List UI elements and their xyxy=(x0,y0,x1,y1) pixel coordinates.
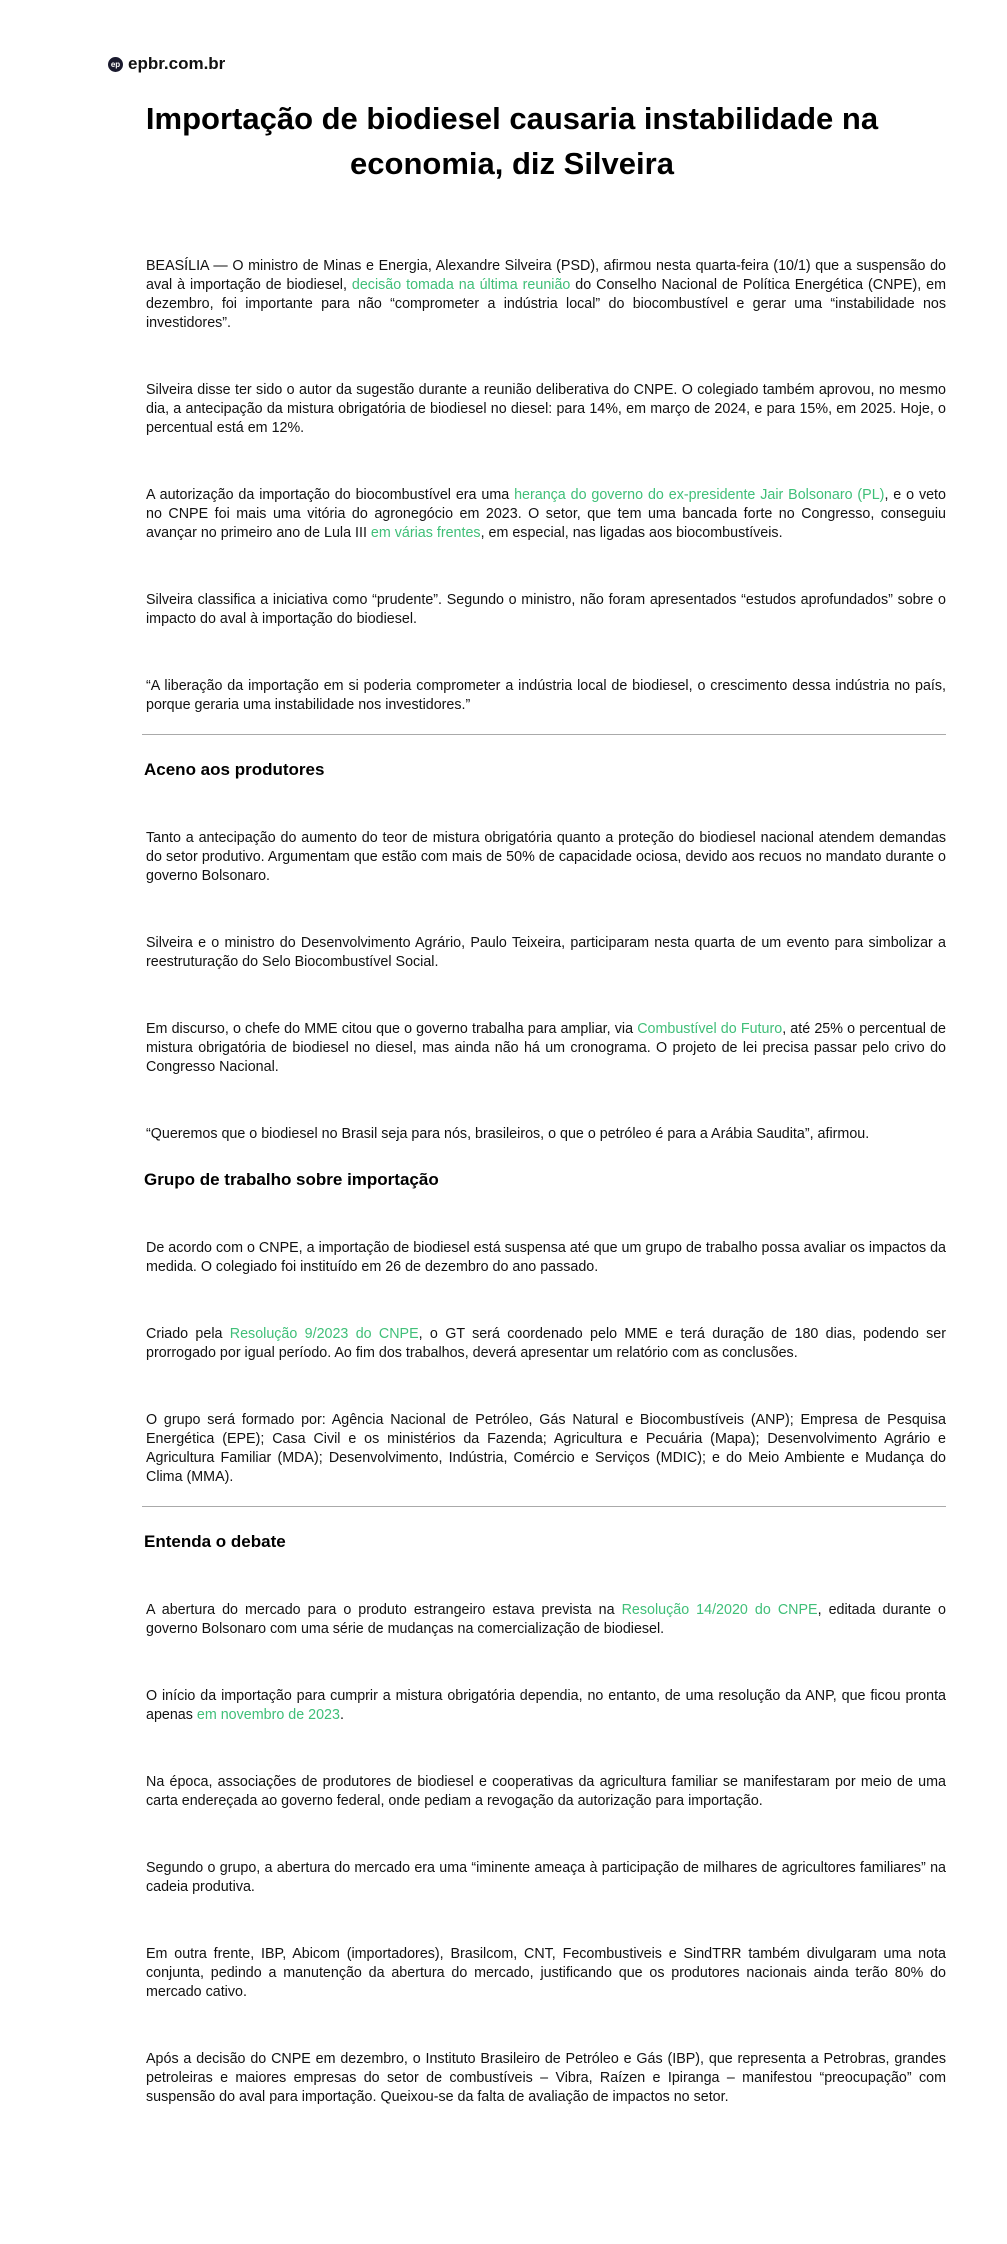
section-heading: Entenda o debate xyxy=(144,1532,286,1551)
article-paragraph xyxy=(146,1239,946,1277)
article-paragraph xyxy=(146,1945,946,2002)
section-heading: Aceno aos produtores xyxy=(144,760,325,779)
paragraph-text: Em discurso, o chefe do MME citou que o governo trabalha para ampliar, via xyxy=(146,1021,638,1037)
site-logo-icon: ep xyxy=(108,57,123,72)
inline-link[interactable]: em novembro de 2023 xyxy=(196,1707,340,1723)
article-paragraph xyxy=(146,381,946,438)
section-divider xyxy=(142,1506,946,1507)
article-paragraph xyxy=(146,1411,946,1487)
paragraph-text: “Queremos que o biodiesel no Brasil seja para nós, brasileiros, o que o petróleo é para a Arábia Saudita”, afirmou. xyxy=(146,1126,870,1142)
article-paragraph xyxy=(146,1125,946,1144)
article-paragraph xyxy=(146,677,946,715)
paragraph-text: “A liberação da importação em si poderia comprometer a indústria local de biodiesel, o crescimento dessa indústria no país, porque geraria uma instabilidade nos investidores.” xyxy=(146,678,946,713)
paragraph-text: Silveira classifica a iniciativa como “prudente”. Segundo o ministro, não foram apresentados “estudos aprofundados” sobre o impacto do aval à importação do biodiesel. xyxy=(146,592,946,627)
article-paragraph xyxy=(146,1020,946,1077)
article-paragraph xyxy=(146,1687,946,1725)
paragraph-text: Em outra frente, IBP, Abicom (importadores), Brasilcom, CNT, Fecombustiveis e SindTRR também divulgaram uma nota conjunta, pedindo a manutenção da abertura do mercado, justificando que os produtores nacionais ainda terão 80% do mercado cativo. xyxy=(146,1946,946,2000)
paragraph-text: O grupo será formado por: Agência Nacional de Petróleo, Gás Natural e Biocombustíveis (ANP); Empresa de Pesquisa Energética (EPE); Casa Civil e os ministérios da Fazenda; Agricultura e Pecuária (Mapa); Desenvolvimento Agrário e Agricultura Familiar (MDA); Desenvolvimento, Indústria, Comércio e Serviços (MDIC); e do Meio Ambiente e Mudança do Clima (MMA). xyxy=(146,1412,946,1485)
paragraph-text: , e o veto no CNPE foi mais uma vitória do agronegócio em 2023. O setor, que tem uma bancada forte no Congresso, conseguiu avançar no primeiro ano de Lula III xyxy=(146,487,946,541)
paragraph-text: , em especial, nas ligadas aos biocombustíveis. xyxy=(480,525,783,541)
article-paragraph xyxy=(146,591,946,629)
paragraph-text: O início da importação para cumprir a mistura obrigatória dependia, no entanto, de uma resolução da ANP, que ficou pronta apenas xyxy=(146,1688,946,1723)
section-divider xyxy=(142,734,946,735)
site-name[interactable]: epbr.com.br xyxy=(128,54,226,73)
paragraph-text: , o GT será coordenado pelo MME e terá duração de 180 dias, podendo ser prorrogado por igual período. Ao fim dos trabalhos, deverá apresentar um relatório com as conclusões. xyxy=(146,1326,947,1361)
paragraph-text: Criado pela xyxy=(146,1326,230,1342)
paragraph-text: . xyxy=(339,1707,344,1723)
inline-link[interactable]: em várias frentes xyxy=(370,525,481,541)
article-paragraph xyxy=(146,1601,946,1639)
paragraph-text: A autorização da importação do biocombustível era uma xyxy=(146,487,515,503)
article-paragraph xyxy=(146,486,946,543)
site-header xyxy=(108,54,225,74)
inline-link[interactable]: decisão tomada na última reunião xyxy=(351,277,571,293)
paragraph-text: A abertura do mercado para o produto estrangeiro estava prevista na xyxy=(146,1602,622,1618)
paragraph-text: , editada durante o governo Bolsonaro com uma série de mudanças na comercialização de biodiesel. xyxy=(146,1602,946,1637)
article-title: Importação de biodiesel causaria instabilidade na economia, diz Silveira xyxy=(145,101,879,181)
paragraph-text: Na época, associações de produtores de biodiesel e cooperativas da agricultura familiar se manifestaram por meio de uma carta endereçada ao governo federal, onde pediam a revogação da autorização para importação. xyxy=(146,1774,946,1809)
inline-link[interactable]: herança do governo do ex-presidente Jair Bolsonaro (PL) xyxy=(514,487,885,503)
paragraph-text: Silveira e o ministro do Desenvolvimento Agrário, Paulo Teixeira, participaram nesta quarta de um evento para simbolizar a reestruturação do Selo Biocombustível Social. xyxy=(146,935,946,970)
article-paragraph xyxy=(146,1859,946,1897)
article-paragraph xyxy=(146,934,946,972)
inline-link[interactable]: Resolução 14/2020 do CNPE xyxy=(621,1602,818,1618)
article-paragraph xyxy=(146,1325,946,1363)
article-paragraph xyxy=(146,1773,946,1811)
paragraph-text: BEASÍLIA — O ministro de Minas e Energia, Alexandre Silveira (PSD), afirmou nesta quarta-feira (10/1) que a suspensão do aval à importação de biodiesel, xyxy=(146,258,946,293)
paragraph-text: Silveira disse ter sido o autor da sugestão durante a reunião deliberativa do CNPE. O colegiado também aprovou, no mesmo dia, a antecipação da mistura obrigatória de biodiesel no diesel: para 14%, em março de 2024, e para 15%, em 2025. Hoje, o percentual está em 12%. xyxy=(146,382,946,436)
paragraph-text: Segundo o grupo, a abertura do mercado era uma “iminente ameaça à participação de milhares de agricultores familiares” na cadeia produtiva. xyxy=(146,1860,946,1895)
paragraph-text: do Conselho Nacional de Política Energética (CNPE), em dezembro, foi importante para não “comprometer a indústria local” do biocombustível e gerar uma “instabilidade nos investidores”. xyxy=(146,277,947,331)
article-paragraph xyxy=(146,829,946,886)
paragraph-text: Tanto a antecipação do aumento do teor de mistura obrigatória quanto a proteção do biodiesel nacional atendem demandas do setor produtivo. Argumentam que estão com mais de 50% de capacidade ociosa, devido aos recuos no mandato durante o governo Bolsonaro. xyxy=(146,830,946,884)
paragraph-text: Após a decisão do CNPE em dezembro, o Instituto Brasileiro de Petróleo e Gás (IBP), que representa a Petrobras, grandes petroleiras e maiores empresas do setor de combustíveis – Vibra, Raízen e Ipiranga – manifestou “preocupação” com suspensão do aval para importação. Queixou-se da falta de avaliação de impactos no setor. xyxy=(146,2051,946,2105)
article-body xyxy=(146,257,946,2107)
paragraph-text: , até 25% o percentual de mistura obrigatória de biodiesel no diesel, mas ainda não há um cronograma. O projeto de lei precisa passar pelo crivo do Congresso Nacional. xyxy=(146,1021,947,1075)
section-heading: Grupo de trabalho sobre importação xyxy=(144,1170,439,1189)
article-paragraph xyxy=(146,2050,946,2107)
article-paragraph xyxy=(146,257,946,333)
inline-link[interactable]: Combustível do Futuro xyxy=(637,1021,783,1037)
paragraph-text: De acordo com o CNPE, a importação de biodiesel está suspensa até que um grupo de trabalho possa avaliar os impactos da medida. O colegiado foi instituído em 26 de dezembro do ano passado. xyxy=(146,1240,946,1275)
inline-link[interactable]: Resolução 9/2023 do CNPE xyxy=(229,1326,419,1342)
